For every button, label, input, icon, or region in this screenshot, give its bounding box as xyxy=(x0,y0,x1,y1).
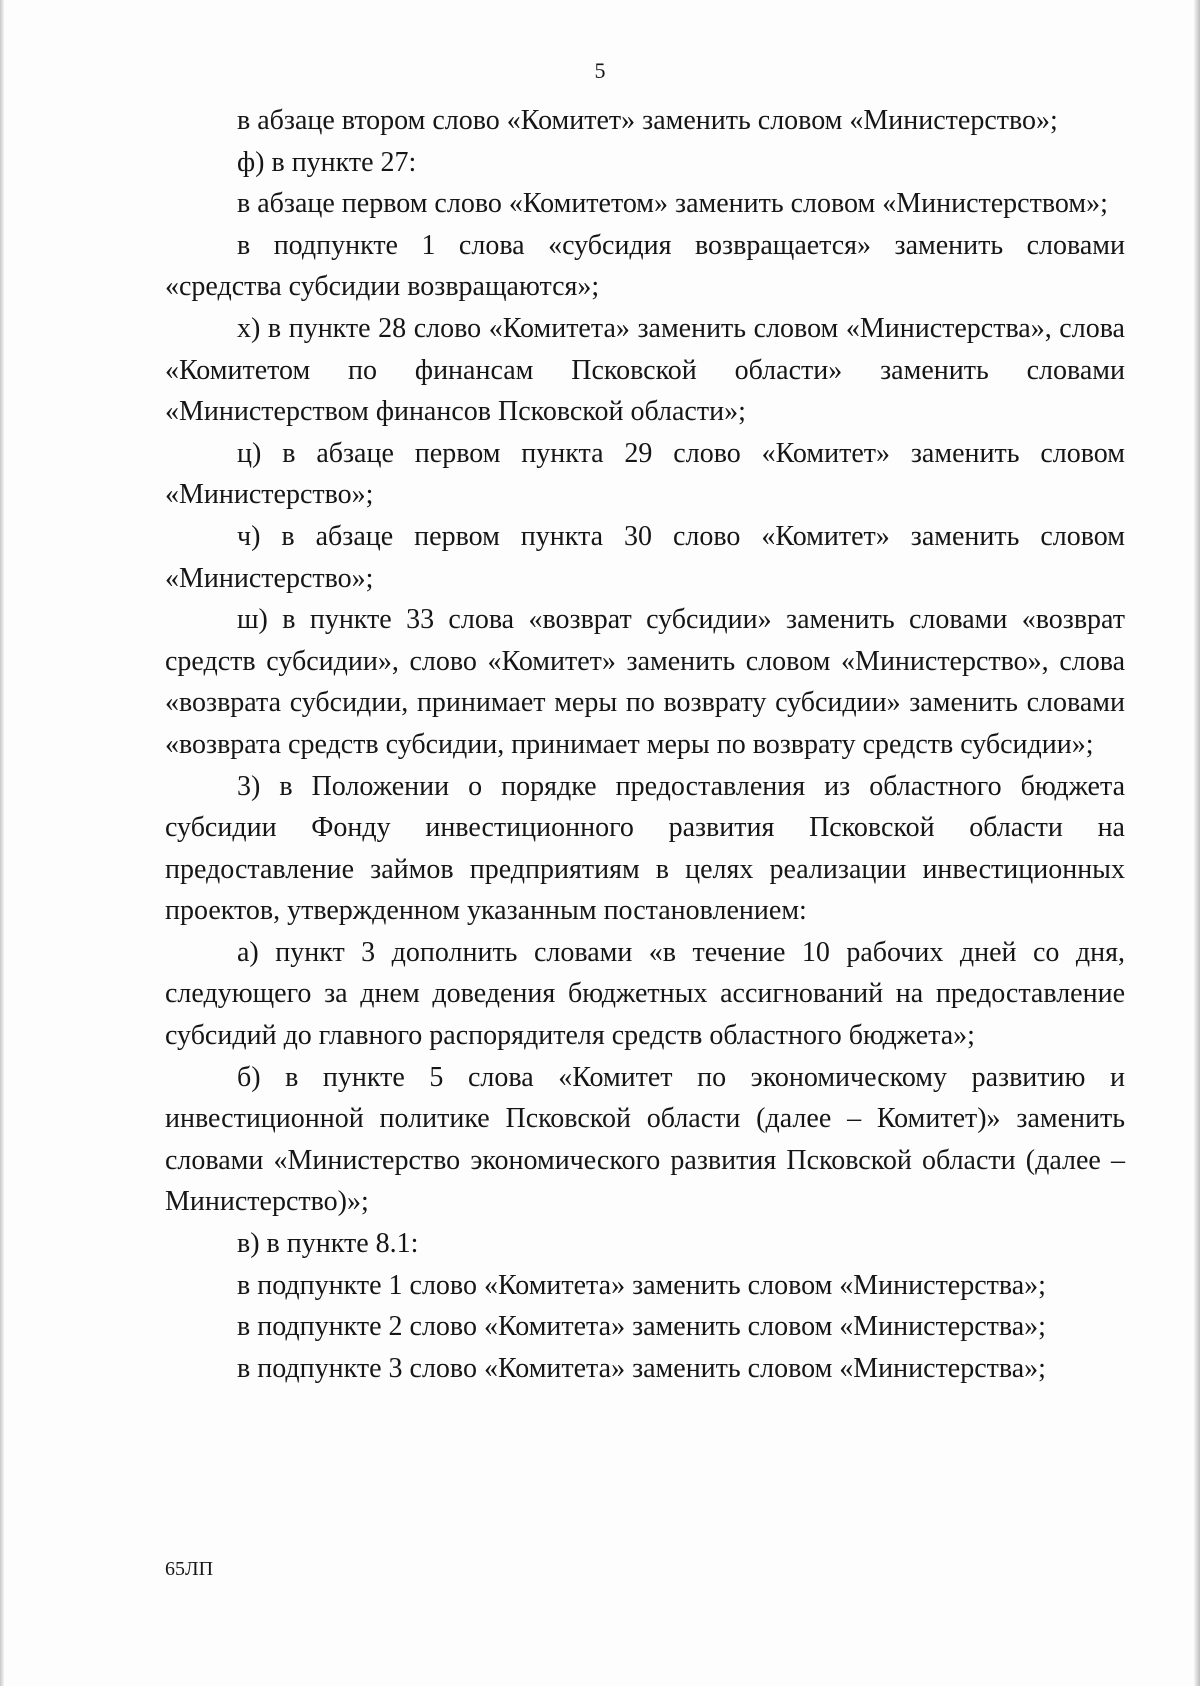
paragraph: в подпункте 1 слова «субсидия возвращается» заменить словами «средства субсидии возвращаются»; xyxy=(165,229,1125,303)
paragraph: в абзаце втором слово «Комитет» заменить словом «Министерство»; xyxy=(237,105,1058,136)
page-number: 5 xyxy=(594,58,606,83)
document-code: 65ЛП xyxy=(165,1558,214,1580)
paragraph: ш) в пункте 33 слова «возврат субсидии» заменить словами «возврат средств субсидии», слово «Комитет» заменить словом «Министерство», слова «возврата субсидии, принимает меры по возврату субсидии» заменить словами «возврата средств субсидии, принимает меры по возврату средств субсидии»; xyxy=(165,604,1125,760)
paragraph: в подпункте 2 слово «Комитета» заменить словом «Министерства»; xyxy=(237,1311,1046,1343)
paragraph: в подпункте 3 слово «Комитета» заменить словом «Министерства»; xyxy=(237,1352,1046,1384)
paragraph: а) пункт 3 дополнить словами «в течение 10 рабочих дней со дня, следующего за днем доведения бюджетных ассигнований на предоставление субсидий до главного распорядителя средств областного бюджета»; xyxy=(165,936,1125,1052)
paragraph: в абзаце первом слово «Комитетом» заменить словом «Министерством»; xyxy=(237,188,1108,220)
paragraph: ц) в абзаце первом пункта 29 слово «Комитет» заменить словом «Министерство»; xyxy=(165,437,1125,511)
paragraph: х) в пункте 28 слово «Комитета» заменить словом «Министерства», слова «Комитетом по финансам Псковской области» заменить словами «Министерством финансов Псковской области»; xyxy=(165,312,1125,428)
paragraph: б) в пункте 5 слова «Комитет по экономическому развитию и инвестиционной политике Псковской области (далее – Комитет)» заменить словами «Министерство экономического развития Псковской области (далее – Министерство)»; xyxy=(165,1061,1125,1218)
scan-edge-right xyxy=(1194,0,1200,1686)
paragraph: 3) в Положении о порядке предоставления из областного бюджета субсидии Фонду инвестиционного развития Псковской области на предоставление займов предприятиям в целях реализации инвестиционных проектов, утвержденном указанным постановлением: xyxy=(165,770,1125,927)
paragraph: ч) в абзаце первом пункта 30 слово «Комитет» заменить словом «Министерство»; xyxy=(165,520,1125,594)
document-body xyxy=(165,100,1125,1389)
paragraph: в) в пункте 8.1: xyxy=(237,1228,419,1260)
paragraph: ф) в пункте 27: xyxy=(237,146,417,178)
scan-edge-left xyxy=(0,0,4,1686)
paragraph: в подпункте 1 слово «Комитета» заменить словом «Министерства»; xyxy=(237,1269,1046,1301)
